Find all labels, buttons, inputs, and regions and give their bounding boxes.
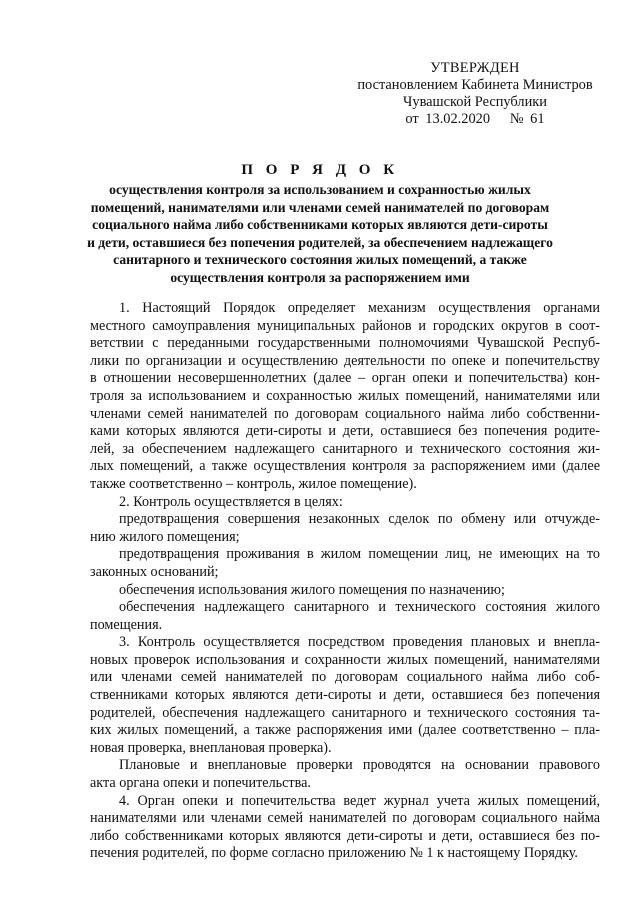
paragraph-line: ками которых являются дети-сироты и дети, оставшиеся без попечения родите- (90, 423, 600, 440)
subtitle-line: помещений, нанимателями или членами семей нанимателей по договорам (90, 199, 550, 215)
approval-line-2: Чувашской Республики (403, 94, 547, 110)
paragraph-line: ветствии с переданными государственными полномочиями Чувашской Респуб- (90, 335, 600, 352)
paragraph-line: или членами семей нанимателей по договорам социального найма либо соб- (90, 669, 600, 686)
paragraph-line: лых помещений, а также осуществления контроля за распоряжением ими (далее (90, 458, 600, 475)
paragraph-line: в отношении несовершеннолетних (далее – орган опеки и попечительства) кон- (90, 370, 600, 387)
paragraph-line: печения родителей, по форме согласно приложению № 1 к настоящему Порядку. (90, 845, 578, 862)
paragraph-line: предотвращения проживания в жилом помещении лиц, не имеющих на то (119, 546, 600, 563)
paragraph-line: 2. Контроль осуществляется в целях: (119, 493, 343, 510)
paragraph-line: обеспечения надлежащего санитарного и технического состояния жилого (119, 599, 600, 616)
paragraph-line: родителей, обеспечения надлежащего санитарного и технического состояния та- (90, 704, 600, 721)
paragraph-line: 4. Орган опеки и попечительства ведет журнал учета жилых помещений, (119, 792, 600, 809)
paragraph (90, 793, 600, 863)
paragraph (90, 511, 600, 546)
approval-title: УТВЕРЖДЕН (430, 60, 520, 76)
paragraph (90, 757, 600, 792)
approval-number: № 61 (509, 111, 545, 127)
paragraph-line: помещения. (90, 616, 163, 633)
paragraph-line: предотвращения совершения незаконных сделок по обмену или отчужде- (119, 511, 600, 528)
paragraph-line: нанимателями или членами семей нанимателей по договорам социального найма (90, 810, 600, 827)
paragraph-line: обеспечения использования жилого помещения по назначению; (119, 581, 505, 598)
paragraph-line: Плановые и внеплановые проверки проводятся на основании правового (119, 757, 600, 774)
approval-stamp (340, 60, 610, 128)
paragraph-line: лей, за обеспечением надлежащего санитарного и технического состояния жи- (90, 440, 600, 457)
document-body (90, 300, 600, 863)
approval-date-line (340, 111, 610, 128)
paragraph-line: новых проверок использования и сохранности жилых помещений, нанимателями (90, 651, 600, 668)
approval-line-1: постановлением Кабинета Министров (357, 77, 593, 93)
paragraph-line: членами семей нанимателей по договорам социального найма либо собственни- (90, 405, 600, 422)
subtitle-line: санитарного и технического состояния жилых помещений, а также (113, 252, 527, 268)
paragraph-line: либо собственниками которых являются дети-сироты и дети, оставшиеся без по- (90, 827, 600, 844)
paragraph-line: ких жилых помещений, а также распоряжения ими (далее соответственно – пла- (90, 722, 600, 739)
paragraph (90, 599, 600, 634)
paragraph-line: троля за использованием и сохранностью жилых помещений, нанимателями или (90, 387, 600, 404)
paragraph (90, 634, 600, 757)
paragraph-line: также соответственно – контроль, жилое помещение). (90, 475, 417, 492)
paragraph-line: законных оснований; (90, 563, 219, 580)
paragraph-line: новая проверка, внеплановая проверка). (90, 739, 332, 756)
subtitle-line: осуществления контроля за распоряжением ими (170, 269, 470, 285)
paragraph-line: 3. Контроль осуществляется посредством проведения плановых и внепла- (119, 634, 600, 651)
document-heading: П О Р Я Д О К (241, 162, 399, 178)
subtitle-line: социального найма либо собственниками которых являются дети-сироты (92, 217, 548, 233)
document-title (60, 160, 580, 287)
paragraph-line: ственниками которых являются дети-сироты и дети, оставшиеся без попечения (90, 687, 600, 704)
paragraph (90, 300, 600, 494)
approval-date: от 13.02.2020 (405, 111, 491, 127)
subtitle-line: осуществления контроля за использованием и сохранностью жилых (109, 182, 531, 197)
paragraph-line: местного самоуправления муниципальных районов и городских округов в соот- (90, 317, 600, 334)
subtitle-line: и дети, оставшиеся без попечения родителей, за обеспечением надлежащего (87, 234, 553, 250)
paragraph-line: лики по организации и осуществлению деятельности по опеке и попечительству (90, 352, 600, 369)
paragraph-line: нию жилого помещения; (90, 528, 240, 545)
paragraph-line: 1. Настоящий Порядок определяет механизм осуществления органами (119, 300, 600, 316)
paragraph (90, 546, 600, 581)
paragraph (90, 494, 600, 512)
paragraph-line: акта органа опеки и попечительства. (90, 775, 311, 792)
paragraph (90, 582, 600, 600)
